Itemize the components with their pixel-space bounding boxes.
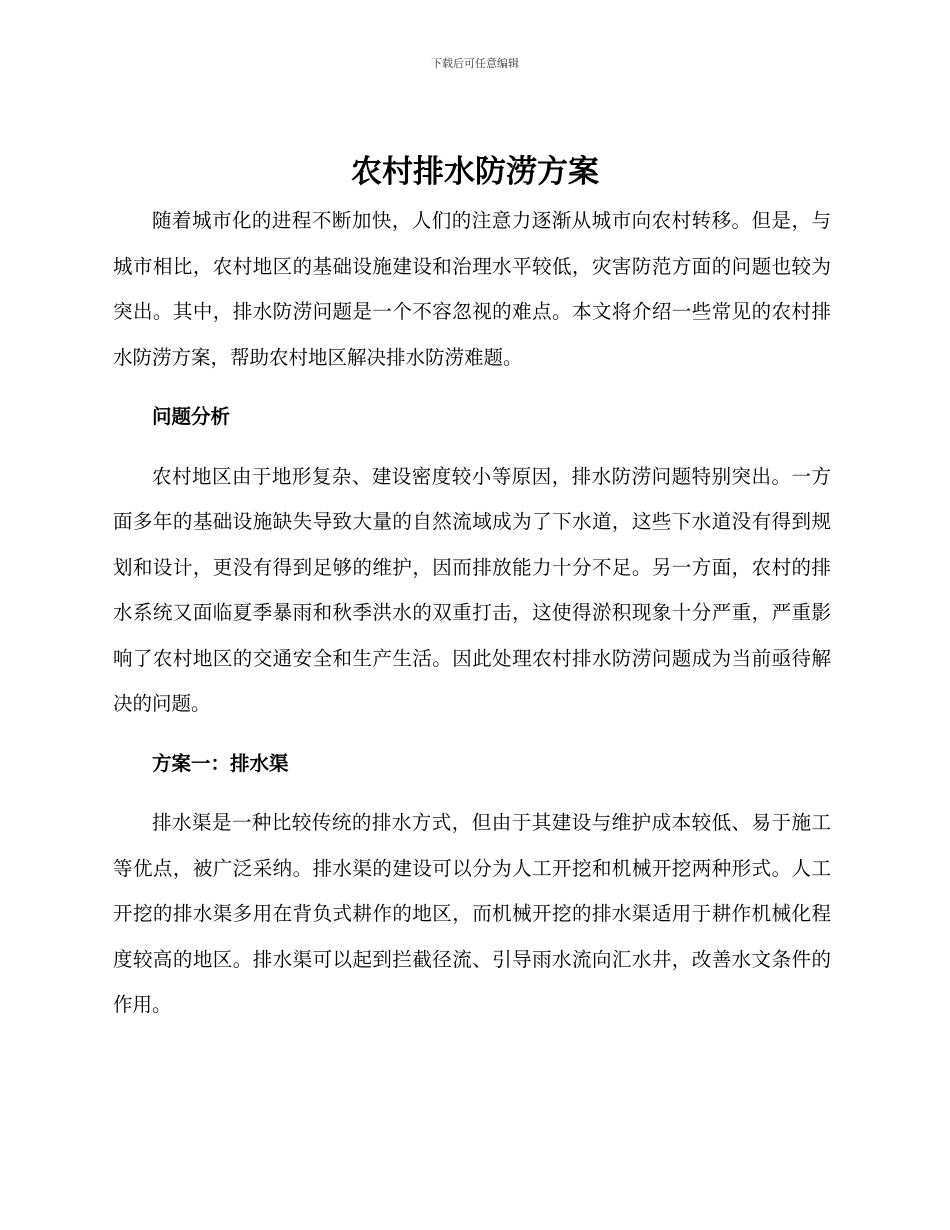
section-heading-problem-analysis: 问题分析 bbox=[152, 405, 231, 428]
spacer bbox=[113, 440, 831, 454]
spacer bbox=[113, 786, 831, 800]
document-body bbox=[113, 198, 831, 1028]
page-title: 农村排水防涝方案 bbox=[351, 154, 599, 190]
spacer bbox=[113, 380, 831, 394]
section-paragraph-plan-one: 排水渠是一种比较传统的排水方式，但由于其建设与维护成本较低、易于施工等优点，被广泛采纳。排水渠的建设可以分为人工开挖和机械开挖两种形式。人工开挖的排水渠多用在背负式耕作的地区，而机械开挖的排水渠适用于耕作机械化程度较高的地区。排水渠可以起到拦截径流、引导雨水流向汇水井，改善水文条件的作用。 bbox=[113, 811, 831, 1016]
intro-paragraph: 随着城市化的进程不断加快，人们的注意力逐渐从城市向农村转移。但是，与城市相比，农村地区的基础设施建设和治理水平较低，灾害防范方面的问题也较为突出。其中，排水防涝问题是一个不容忽视的难点。本文将介绍一些常见的农村排水防涝方案，帮助农村地区解决排水防涝难题。 bbox=[113, 209, 831, 369]
section-heading-plan-one: 方案一：排水渠 bbox=[152, 751, 289, 775]
spacer bbox=[113, 727, 831, 741]
section-paragraph-problem-analysis: 农村地区由于地形复杂、建设密度较小等原因，排水防涝问题特别突出。一方面多年的基础设施缺失导致大量的自然流域成为了下水道，这些下水道没有得到规划和设计，更没有得到足够的维护，因而排放能力十分不足。另一方面，农村的排水系统又面临夏季暴雨和秋季洪水的双重打击，这使得淤积现象十分严重，严重影响了农村地区的交通安全和生产生活。因此处理农村排水防涝问题成为当前亟待解决的问题。 bbox=[113, 464, 831, 715]
header-note: 下载后可任意编辑 bbox=[431, 57, 519, 70]
